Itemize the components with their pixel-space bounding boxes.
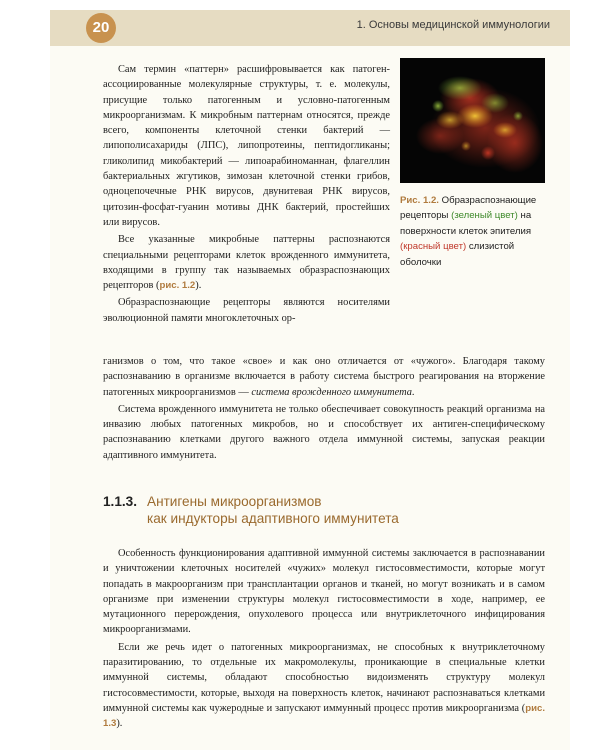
section-title-line-1: Антигены микроорганизмов <box>147 494 322 509</box>
text-column <box>103 62 390 326</box>
paragraph-pathogens <box>103 640 545 732</box>
section-title-line-2: как индукторы адаптивного иммунитета <box>147 511 399 526</box>
page-header <box>50 10 570 46</box>
paragraph-pathogens-end: ). <box>116 718 123 730</box>
paragraph-receptors <box>103 232 390 293</box>
section-number: 1.1.3. <box>103 494 138 509</box>
paragraph-pathogens-text: Если же речь идет о патогенных микроорганизмах, не способных к внутриклеточному паразитированию, то отдельные их макромолекулы, проникающие в специальные клетки иммунной системы, обладают способностью видоизменять структуру молекул гистосовместимости, которые, выходя на поверхность клеток, начинают распознаваться клетками иммунной системы как чужеродные и запускают иммунный процесс против микроорганизма ( <box>103 641 545 714</box>
paragraph-memory-cont <box>103 354 545 400</box>
paragraph-receptors-text: Все указанные микробные паттерны распознаются специальными рецепторами клеток врожденного иммунитета, входящими в группу так называемых образраспознающих рецепторов ( <box>103 234 390 292</box>
running-head: 1. Основы медицинской иммунологии <box>356 19 550 31</box>
figure-ref-1-3[interactable]: рис. 1.3 <box>103 702 545 730</box>
text-full-width-lower <box>103 546 545 732</box>
book-page <box>50 10 570 750</box>
figure-1-2-caption <box>400 193 550 270</box>
figure-1-2-image <box>400 58 545 183</box>
caption-text-3: слизистой оболочки <box>400 241 515 268</box>
section-heading <box>103 493 545 527</box>
caption-red-note: (красный цвет) <box>400 241 467 253</box>
figure-ref-1-2[interactable]: рис. 1.2 <box>159 280 196 292</box>
caption-text-1: Образраспознающие рецепторы <box>400 195 537 222</box>
caption-green-note: (зеленый цвет) <box>451 210 518 222</box>
text-full-width-upper <box>103 354 545 463</box>
paragraph-memory-start: Образраспознающие рецепторы являются носителями эволюционной памяти многоклеточных ор- <box>103 297 390 324</box>
paragraph-adaptive: Особенность функционирования адаптивной иммунной системы заключается в распознавании и уничтожении клеточных носителей «чужих» молекул гистосовместимости, которые могут попадать в макроорганизм при трансплантации органов и тканей, но могут возникать и в самом организме при изменении структуры молекул гистосовместимости в ходе, например, ее мутационного перерождения, опухолевого процесса или внутриклеточного инфицирования микроорганизмами. <box>103 548 545 636</box>
paragraph-memory-end: . <box>411 386 415 398</box>
microscopy-image <box>400 58 545 183</box>
paragraph-patterns: Сам термин «паттерн» расшифровывается как патоген-ассоциированные молекулярные структуры, т. е. молекулы, присущие только патогенным и условно-патогенным микроорганизмам. К микробным паттернам относятся, прежде всего, компоненты клеточной стенки бактерий — липополисахариды (ЛПС), липопротеины, пептидогликаны; гликолипид микобактерий — липоарабиноманнан, флагеллин бактериальных жгутиков, зимозан клеточной стенки грибов, одноцепочечные РНК вирусов, двунитевая РНК вирусов, цитозин-фосфат-гуанин мотивы ДНК бактерий, простейших или вирусов. <box>103 64 390 228</box>
page-number-badge: 20 <box>86 13 116 43</box>
paragraph-innate-system: Система врожденного иммунитета не только обеспечивает совокупность реакций организма на инвазию любых патогенных микробов, но и способствует их антиген-специфическому распознаванию клетками другого важного отдела иммунной системы, запуская реакции адаптивного иммунитета. <box>103 403 545 461</box>
paragraph-memory-text: ганизмов о том, что такое «свое» и как оно отличается от «чужого». Благодаря такому распознаванию в организме включается в работу система быстрого реагирования на вторжение патогенных микроорганизмов — <box>103 356 545 398</box>
paragraph-receptors-end: ). <box>195 280 202 292</box>
caption-label: Рис. 1.2. <box>400 195 439 206</box>
caption-text-2: на поверхности клеток эпителия <box>400 210 532 237</box>
paragraph-memory-emphasis: система врожденного иммунитета <box>251 386 412 398</box>
